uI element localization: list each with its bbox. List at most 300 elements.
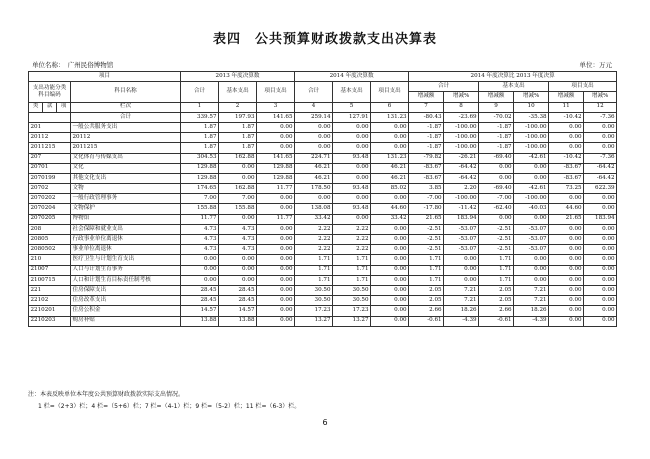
header-subject-name: 科目名称 bbox=[71, 82, 181, 102]
row-value: 0.00 bbox=[584, 245, 617, 255]
row-value: 0.00 bbox=[181, 255, 219, 265]
table-row bbox=[29, 285, 617, 295]
row-value: 11.77 bbox=[257, 214, 295, 224]
table-row bbox=[29, 275, 617, 285]
row-value: -2.51 bbox=[409, 224, 444, 234]
row-value: -53.07 bbox=[444, 245, 479, 255]
row-value: 0.00 bbox=[219, 255, 257, 265]
row-value: 0.00 bbox=[257, 122, 295, 132]
row-code: 2070205 bbox=[29, 214, 71, 224]
row-value: -4.39 bbox=[514, 316, 549, 326]
row-value: 2.22 bbox=[295, 235, 333, 245]
row-name: 一般行政管理事务 bbox=[71, 194, 181, 204]
row-name: 住房改革支出 bbox=[71, 296, 181, 306]
row-value: 0.00 bbox=[584, 296, 617, 306]
row-value: 1.71 bbox=[409, 265, 444, 275]
row-value: 138.08 bbox=[295, 204, 333, 214]
row-code: 20112 bbox=[29, 133, 71, 143]
row-value: 0.00 bbox=[584, 133, 617, 143]
row-value: 0.00 bbox=[257, 235, 295, 245]
row-value: -69.40 bbox=[479, 184, 514, 194]
row-value: 18.26 bbox=[514, 306, 549, 316]
row-value: 0.00 bbox=[219, 163, 257, 173]
row-value: -17.80 bbox=[409, 204, 444, 214]
row-value: 0.00 bbox=[549, 265, 584, 275]
header-2013: 2013 年度决算数 bbox=[181, 72, 295, 82]
row-value: 0.00 bbox=[371, 224, 409, 234]
row-value: 0.00 bbox=[584, 306, 617, 316]
row-value: -7.00 bbox=[479, 194, 514, 204]
row-value: 0.00 bbox=[219, 173, 257, 183]
row-value: 0.00 bbox=[257, 316, 295, 326]
header-sub-2: 增减额 bbox=[479, 92, 514, 102]
row-value: -11.42 bbox=[444, 204, 479, 214]
row-value: 0.00 bbox=[295, 122, 333, 132]
row-value: 7.21 bbox=[444, 285, 479, 295]
row-value: -53.07 bbox=[514, 235, 549, 245]
row-value: 2.66 bbox=[479, 306, 514, 316]
row-code: 2210203 bbox=[29, 316, 71, 326]
row-value: 129.88 bbox=[181, 173, 219, 183]
row-value: 18.26 bbox=[444, 306, 479, 316]
row-value: 1.71 bbox=[479, 255, 514, 265]
row-value: 7.21 bbox=[444, 296, 479, 306]
row-name: 文物保护 bbox=[71, 204, 181, 214]
expenditure-table bbox=[28, 71, 617, 327]
row-value: 17.23 bbox=[333, 306, 371, 316]
row-name: 事业单位离退休 bbox=[71, 245, 181, 255]
row-value: 30.50 bbox=[333, 285, 371, 295]
row-value: 0.00 bbox=[371, 316, 409, 326]
row-value: 2.20 bbox=[444, 184, 479, 194]
row-code: 20702 bbox=[29, 184, 71, 194]
row-value: -4.39 bbox=[444, 316, 479, 326]
header-cmp-basic: 基本支出 bbox=[479, 82, 549, 92]
header-lei: 类 bbox=[29, 102, 43, 112]
row-value: 1.87 bbox=[181, 122, 219, 132]
header-2014-total: 合计 bbox=[295, 82, 333, 102]
row-value: 30.50 bbox=[295, 285, 333, 295]
row-value: 0.00 bbox=[219, 214, 257, 224]
row-value: -83.67 bbox=[549, 173, 584, 183]
header-sub-1: 增减% bbox=[444, 92, 479, 102]
table-row bbox=[29, 122, 617, 132]
header-col-num: 7 bbox=[409, 102, 444, 112]
header-col-num: 4 bbox=[295, 102, 333, 112]
row-value: -10.42 bbox=[549, 153, 584, 163]
row-value: 7.21 bbox=[514, 285, 549, 295]
row-name: 购房补贴 bbox=[71, 316, 181, 326]
row-value: 4.73 bbox=[219, 245, 257, 255]
row-value: -10.42 bbox=[549, 112, 584, 122]
row-value: 85.02 bbox=[371, 184, 409, 194]
row-value: 0.00 bbox=[257, 275, 295, 285]
header-cmp-project: 项目支出 bbox=[549, 82, 617, 92]
row-value: 0.00 bbox=[584, 255, 617, 265]
row-value: 129.88 bbox=[181, 163, 219, 173]
row-value: 1.71 bbox=[295, 255, 333, 265]
row-value: -42.61 bbox=[514, 153, 549, 163]
row-value: 13.27 bbox=[333, 316, 371, 326]
row-name: 住房公积金 bbox=[71, 306, 181, 316]
row-code: 20805 bbox=[29, 235, 71, 245]
table-row bbox=[29, 245, 617, 255]
row-value: 1.71 bbox=[479, 275, 514, 285]
row-value: -26.21 bbox=[444, 153, 479, 163]
header-kuan: 款 bbox=[43, 102, 57, 112]
row-value: -100.00 bbox=[514, 122, 549, 132]
row-name: 文化体育与传媒支出 bbox=[71, 153, 181, 163]
row-name: 2011215 bbox=[71, 143, 181, 153]
row-value: 2.22 bbox=[333, 245, 371, 255]
row-value: 1.71 bbox=[333, 255, 371, 265]
row-value: 2.22 bbox=[333, 235, 371, 245]
header-col-num: 2 bbox=[219, 102, 257, 112]
row-value: -7.00 bbox=[409, 194, 444, 204]
row-value: 93.48 bbox=[333, 184, 371, 194]
row-value: 0.00 bbox=[549, 316, 584, 326]
header-project: 项目 bbox=[29, 72, 181, 82]
row-value: 21.65 bbox=[409, 214, 444, 224]
row-value: 0.00 bbox=[257, 296, 295, 306]
row-value: 28.45 bbox=[219, 296, 257, 306]
row-value: 0.00 bbox=[371, 306, 409, 316]
row-value: 0.00 bbox=[371, 285, 409, 295]
row-value: 2.05 bbox=[409, 285, 444, 295]
row-value: 1.87 bbox=[219, 143, 257, 153]
header-2013-basic: 基本支出 bbox=[219, 82, 257, 102]
row-value: 0.00 bbox=[514, 214, 549, 224]
row-value: -53.07 bbox=[514, 224, 549, 234]
row-name: 合计 bbox=[71, 112, 181, 122]
row-value: 183.94 bbox=[584, 214, 617, 224]
row-value: 0.00 bbox=[257, 245, 295, 255]
row-name: 博物馆 bbox=[71, 214, 181, 224]
row-value: 7.21 bbox=[514, 296, 549, 306]
row-code: 2070204 bbox=[29, 204, 71, 214]
header-compare: 2014 年度决算比 2013 年度决算 bbox=[409, 72, 617, 82]
row-value: 0.00 bbox=[371, 194, 409, 204]
table-row bbox=[29, 214, 617, 224]
row-value: 1.71 bbox=[333, 265, 371, 275]
row-value: 0.00 bbox=[549, 275, 584, 285]
header-xiang: 项 bbox=[57, 102, 71, 112]
note-line-1: 注：本表反映单位本年度公共预算财政拨款实际支出情况。 bbox=[28, 391, 185, 398]
row-value: -62.40 bbox=[479, 204, 514, 214]
row-value: 0.00 bbox=[549, 306, 584, 316]
row-value: -100.00 bbox=[444, 122, 479, 132]
row-value: 0.00 bbox=[333, 143, 371, 153]
row-value: -2.51 bbox=[479, 235, 514, 245]
row-code: 208 bbox=[29, 224, 71, 234]
row-value: 0.00 bbox=[444, 265, 479, 275]
row-value: 141.65 bbox=[257, 153, 295, 163]
row-value: 0.00 bbox=[514, 173, 549, 183]
row-value: 14.57 bbox=[181, 306, 219, 316]
row-value: -2.51 bbox=[409, 245, 444, 255]
row-value: 162.88 bbox=[219, 153, 257, 163]
row-name: 社会保障和就业支出 bbox=[71, 224, 181, 234]
row-name: 一般公共服务支出 bbox=[71, 122, 181, 132]
row-value: 2.66 bbox=[409, 306, 444, 316]
row-value: 28.45 bbox=[219, 285, 257, 295]
row-value: 0.00 bbox=[584, 235, 617, 245]
row-value: -2.51 bbox=[479, 245, 514, 255]
row-value: 0.00 bbox=[333, 163, 371, 173]
row-value: -83.67 bbox=[549, 163, 584, 173]
row-value: 0.00 bbox=[514, 163, 549, 173]
header-col-num: 5 bbox=[333, 102, 371, 112]
row-value: 13.27 bbox=[295, 316, 333, 326]
row-value: -83.67 bbox=[409, 163, 444, 173]
unit-name-label: 单位名称： 广州民俗博物馆 bbox=[32, 61, 114, 69]
table-row bbox=[29, 204, 617, 214]
row-value: 0.00 bbox=[444, 255, 479, 265]
row-value: 127.91 bbox=[333, 112, 371, 122]
row-value: 28.45 bbox=[181, 296, 219, 306]
header-col-num: 12 bbox=[584, 102, 617, 112]
table-row bbox=[29, 255, 617, 265]
row-value: 1.71 bbox=[409, 255, 444, 265]
row-value: -1.87 bbox=[409, 133, 444, 143]
table-row bbox=[29, 306, 617, 316]
row-code: 21007 bbox=[29, 265, 71, 275]
header-col-num: 8 bbox=[444, 102, 479, 112]
row-value: -42.61 bbox=[514, 184, 549, 194]
row-value: 0.00 bbox=[584, 224, 617, 234]
row-value: 339.57 bbox=[181, 112, 219, 122]
row-value: 259.14 bbox=[295, 112, 333, 122]
row-value: 155.88 bbox=[181, 204, 219, 214]
row-value: 131.23 bbox=[371, 153, 409, 163]
row-value: 0.00 bbox=[295, 194, 333, 204]
row-value: 1.71 bbox=[479, 265, 514, 275]
row-value: 7.00 bbox=[219, 194, 257, 204]
row-value: 33.42 bbox=[371, 214, 409, 224]
row-value: 129.88 bbox=[257, 173, 295, 183]
row-name: 其他文化支出 bbox=[71, 173, 181, 183]
row-value: 44.60 bbox=[371, 204, 409, 214]
row-value: -100.00 bbox=[514, 143, 549, 153]
row-code: 2070202 bbox=[29, 194, 71, 204]
row-value: 0.00 bbox=[584, 265, 617, 275]
row-value: 0.00 bbox=[257, 133, 295, 143]
row-value: 0.00 bbox=[549, 122, 584, 132]
header-col-num: 3 bbox=[257, 102, 295, 112]
row-value: -100.00 bbox=[514, 194, 549, 204]
row-value: 0.00 bbox=[584, 275, 617, 285]
row-value: -35.38 bbox=[514, 112, 549, 122]
row-value: 0.00 bbox=[444, 275, 479, 285]
header-sub-5: 增减% bbox=[584, 92, 617, 102]
row-value: 1.71 bbox=[295, 275, 333, 285]
table-row bbox=[29, 143, 617, 153]
row-value: 131.23 bbox=[371, 112, 409, 122]
header-col-num: 9 bbox=[479, 102, 514, 112]
row-value: 0.00 bbox=[333, 173, 371, 183]
row-value: 0.00 bbox=[549, 255, 584, 265]
row-value: 129.88 bbox=[257, 163, 295, 173]
header-2014: 2014 年度决算数 bbox=[295, 72, 409, 82]
row-value: 0.00 bbox=[549, 194, 584, 204]
row-value: -1.87 bbox=[479, 122, 514, 132]
page-number: 6 bbox=[322, 418, 328, 427]
row-value: 183.94 bbox=[444, 214, 479, 224]
row-value: 622.39 bbox=[584, 184, 617, 194]
row-value: 0.00 bbox=[584, 316, 617, 326]
row-value: -100.00 bbox=[444, 143, 479, 153]
row-value: 0.00 bbox=[257, 143, 295, 153]
row-value: 1.71 bbox=[409, 275, 444, 285]
row-value: -53.07 bbox=[444, 235, 479, 245]
row-value: 0.00 bbox=[371, 133, 409, 143]
row-value: 141.65 bbox=[257, 112, 295, 122]
row-value: 73.25 bbox=[549, 184, 584, 194]
header-col-num: 6 bbox=[371, 102, 409, 112]
table-row bbox=[29, 184, 617, 194]
row-value: 0.00 bbox=[181, 275, 219, 285]
header-2013-project: 项目支出 bbox=[257, 82, 295, 102]
row-value: 0.00 bbox=[371, 255, 409, 265]
row-value: 46.21 bbox=[295, 163, 333, 173]
row-value: 224.71 bbox=[295, 153, 333, 163]
row-value: 0.00 bbox=[371, 143, 409, 153]
row-value: 4.73 bbox=[181, 235, 219, 245]
row-value: 0.00 bbox=[257, 285, 295, 295]
row-value: 0.00 bbox=[479, 214, 514, 224]
row-value: 0.00 bbox=[479, 173, 514, 183]
row-value: 46.21 bbox=[371, 173, 409, 183]
row-value: 0.00 bbox=[549, 133, 584, 143]
row-value: 2.22 bbox=[295, 224, 333, 234]
row-value: 0.00 bbox=[549, 285, 584, 295]
row-value: 30.50 bbox=[333, 296, 371, 306]
row-value: 0.00 bbox=[514, 265, 549, 275]
row-value: -64.42 bbox=[584, 173, 617, 183]
table-row bbox=[29, 265, 617, 275]
row-value: 0.00 bbox=[257, 224, 295, 234]
header-2014-basic: 基本支出 bbox=[333, 82, 371, 102]
row-value: 0.00 bbox=[333, 122, 371, 132]
row-name: 行政事业单位离退休 bbox=[71, 235, 181, 245]
row-value: 21.65 bbox=[549, 214, 584, 224]
header-sub-0: 增减额 bbox=[409, 92, 444, 102]
row-code: 22102 bbox=[29, 296, 71, 306]
row-value: -2.51 bbox=[479, 224, 514, 234]
unit-measure-label: 单位：万元 bbox=[579, 61, 612, 69]
row-name: 文物 bbox=[71, 184, 181, 194]
row-value: -64.42 bbox=[584, 163, 617, 173]
row-value: 1.87 bbox=[181, 133, 219, 143]
row-value: 1.71 bbox=[333, 275, 371, 285]
row-value: 0.00 bbox=[257, 265, 295, 275]
row-name: 20112 bbox=[71, 133, 181, 143]
row-value: 0.00 bbox=[514, 255, 549, 265]
row-value: 93.48 bbox=[333, 153, 371, 163]
row-value: 0.00 bbox=[371, 235, 409, 245]
row-value: 33.42 bbox=[295, 214, 333, 224]
row-value: 0.00 bbox=[371, 245, 409, 255]
row-name: 人口与计划生育事务 bbox=[71, 265, 181, 275]
row-value: -100.00 bbox=[514, 133, 549, 143]
row-value: 1.71 bbox=[295, 265, 333, 275]
row-value: 1.87 bbox=[219, 122, 257, 132]
table-row bbox=[29, 133, 617, 143]
row-value: 2.05 bbox=[479, 285, 514, 295]
row-value: 0.00 bbox=[584, 143, 617, 153]
row-value: 11.77 bbox=[257, 184, 295, 194]
table-row bbox=[29, 153, 617, 163]
row-value: 0.00 bbox=[584, 122, 617, 132]
row-value: 3.85 bbox=[409, 184, 444, 194]
row-value: -83.67 bbox=[409, 173, 444, 183]
row-value: -80.43 bbox=[409, 112, 444, 122]
row-code: 2210201 bbox=[29, 306, 71, 316]
row-value: 7.00 bbox=[181, 194, 219, 204]
row-value: 0.00 bbox=[257, 194, 295, 204]
row-value: 0.00 bbox=[371, 296, 409, 306]
row-value: -53.07 bbox=[514, 245, 549, 255]
row-name: 文化 bbox=[71, 163, 181, 173]
row-value: 0.00 bbox=[219, 265, 257, 275]
header-func-class: 支出功能分类科目编码 bbox=[29, 82, 71, 102]
row-code: 2070199 bbox=[29, 173, 71, 183]
row-value: 162.88 bbox=[219, 184, 257, 194]
row-value: -1.87 bbox=[409, 143, 444, 153]
page-title: 表四 公共预算财政拨款支出决算表 bbox=[212, 32, 437, 47]
row-value: 178.50 bbox=[295, 184, 333, 194]
row-value: 0.00 bbox=[584, 285, 617, 295]
row-value: 93.48 bbox=[333, 204, 371, 214]
row-value: -1.87 bbox=[479, 133, 514, 143]
row-value: 0.00 bbox=[333, 194, 371, 204]
row-value: 0.00 bbox=[584, 204, 617, 214]
row-code bbox=[29, 112, 71, 122]
row-value: -1.87 bbox=[409, 122, 444, 132]
row-value: 28.45 bbox=[181, 285, 219, 295]
row-value: 14.57 bbox=[219, 306, 257, 316]
row-value: 0.00 bbox=[371, 122, 409, 132]
header-col-num: 1 bbox=[181, 102, 219, 112]
row-value: -40.03 bbox=[514, 204, 549, 214]
row-value: -1.87 bbox=[479, 143, 514, 153]
row-value: 1.87 bbox=[219, 133, 257, 143]
table-row bbox=[29, 112, 617, 122]
row-value: 0.00 bbox=[295, 143, 333, 153]
row-value: 13.88 bbox=[181, 316, 219, 326]
row-value: -53.07 bbox=[444, 224, 479, 234]
row-value: 2.05 bbox=[479, 296, 514, 306]
row-code: 20701 bbox=[29, 163, 71, 173]
row-value: 0.00 bbox=[257, 255, 295, 265]
row-name: 住房保障支出 bbox=[71, 285, 181, 295]
row-value: 0.00 bbox=[514, 275, 549, 285]
row-value: -0.61 bbox=[479, 316, 514, 326]
table-row bbox=[29, 316, 617, 326]
row-value: 11.77 bbox=[181, 214, 219, 224]
row-value: 0.00 bbox=[479, 163, 514, 173]
header-col-num: 10 bbox=[514, 102, 549, 112]
row-value: 174.65 bbox=[181, 184, 219, 194]
table-row bbox=[29, 194, 617, 204]
row-value: 197.93 bbox=[219, 112, 257, 122]
row-value: -7.36 bbox=[584, 153, 617, 163]
table-row bbox=[29, 163, 617, 173]
row-value: 46.21 bbox=[371, 163, 409, 173]
table-row bbox=[29, 296, 617, 306]
row-value: 0.00 bbox=[257, 306, 295, 316]
row-value: 0.00 bbox=[549, 296, 584, 306]
